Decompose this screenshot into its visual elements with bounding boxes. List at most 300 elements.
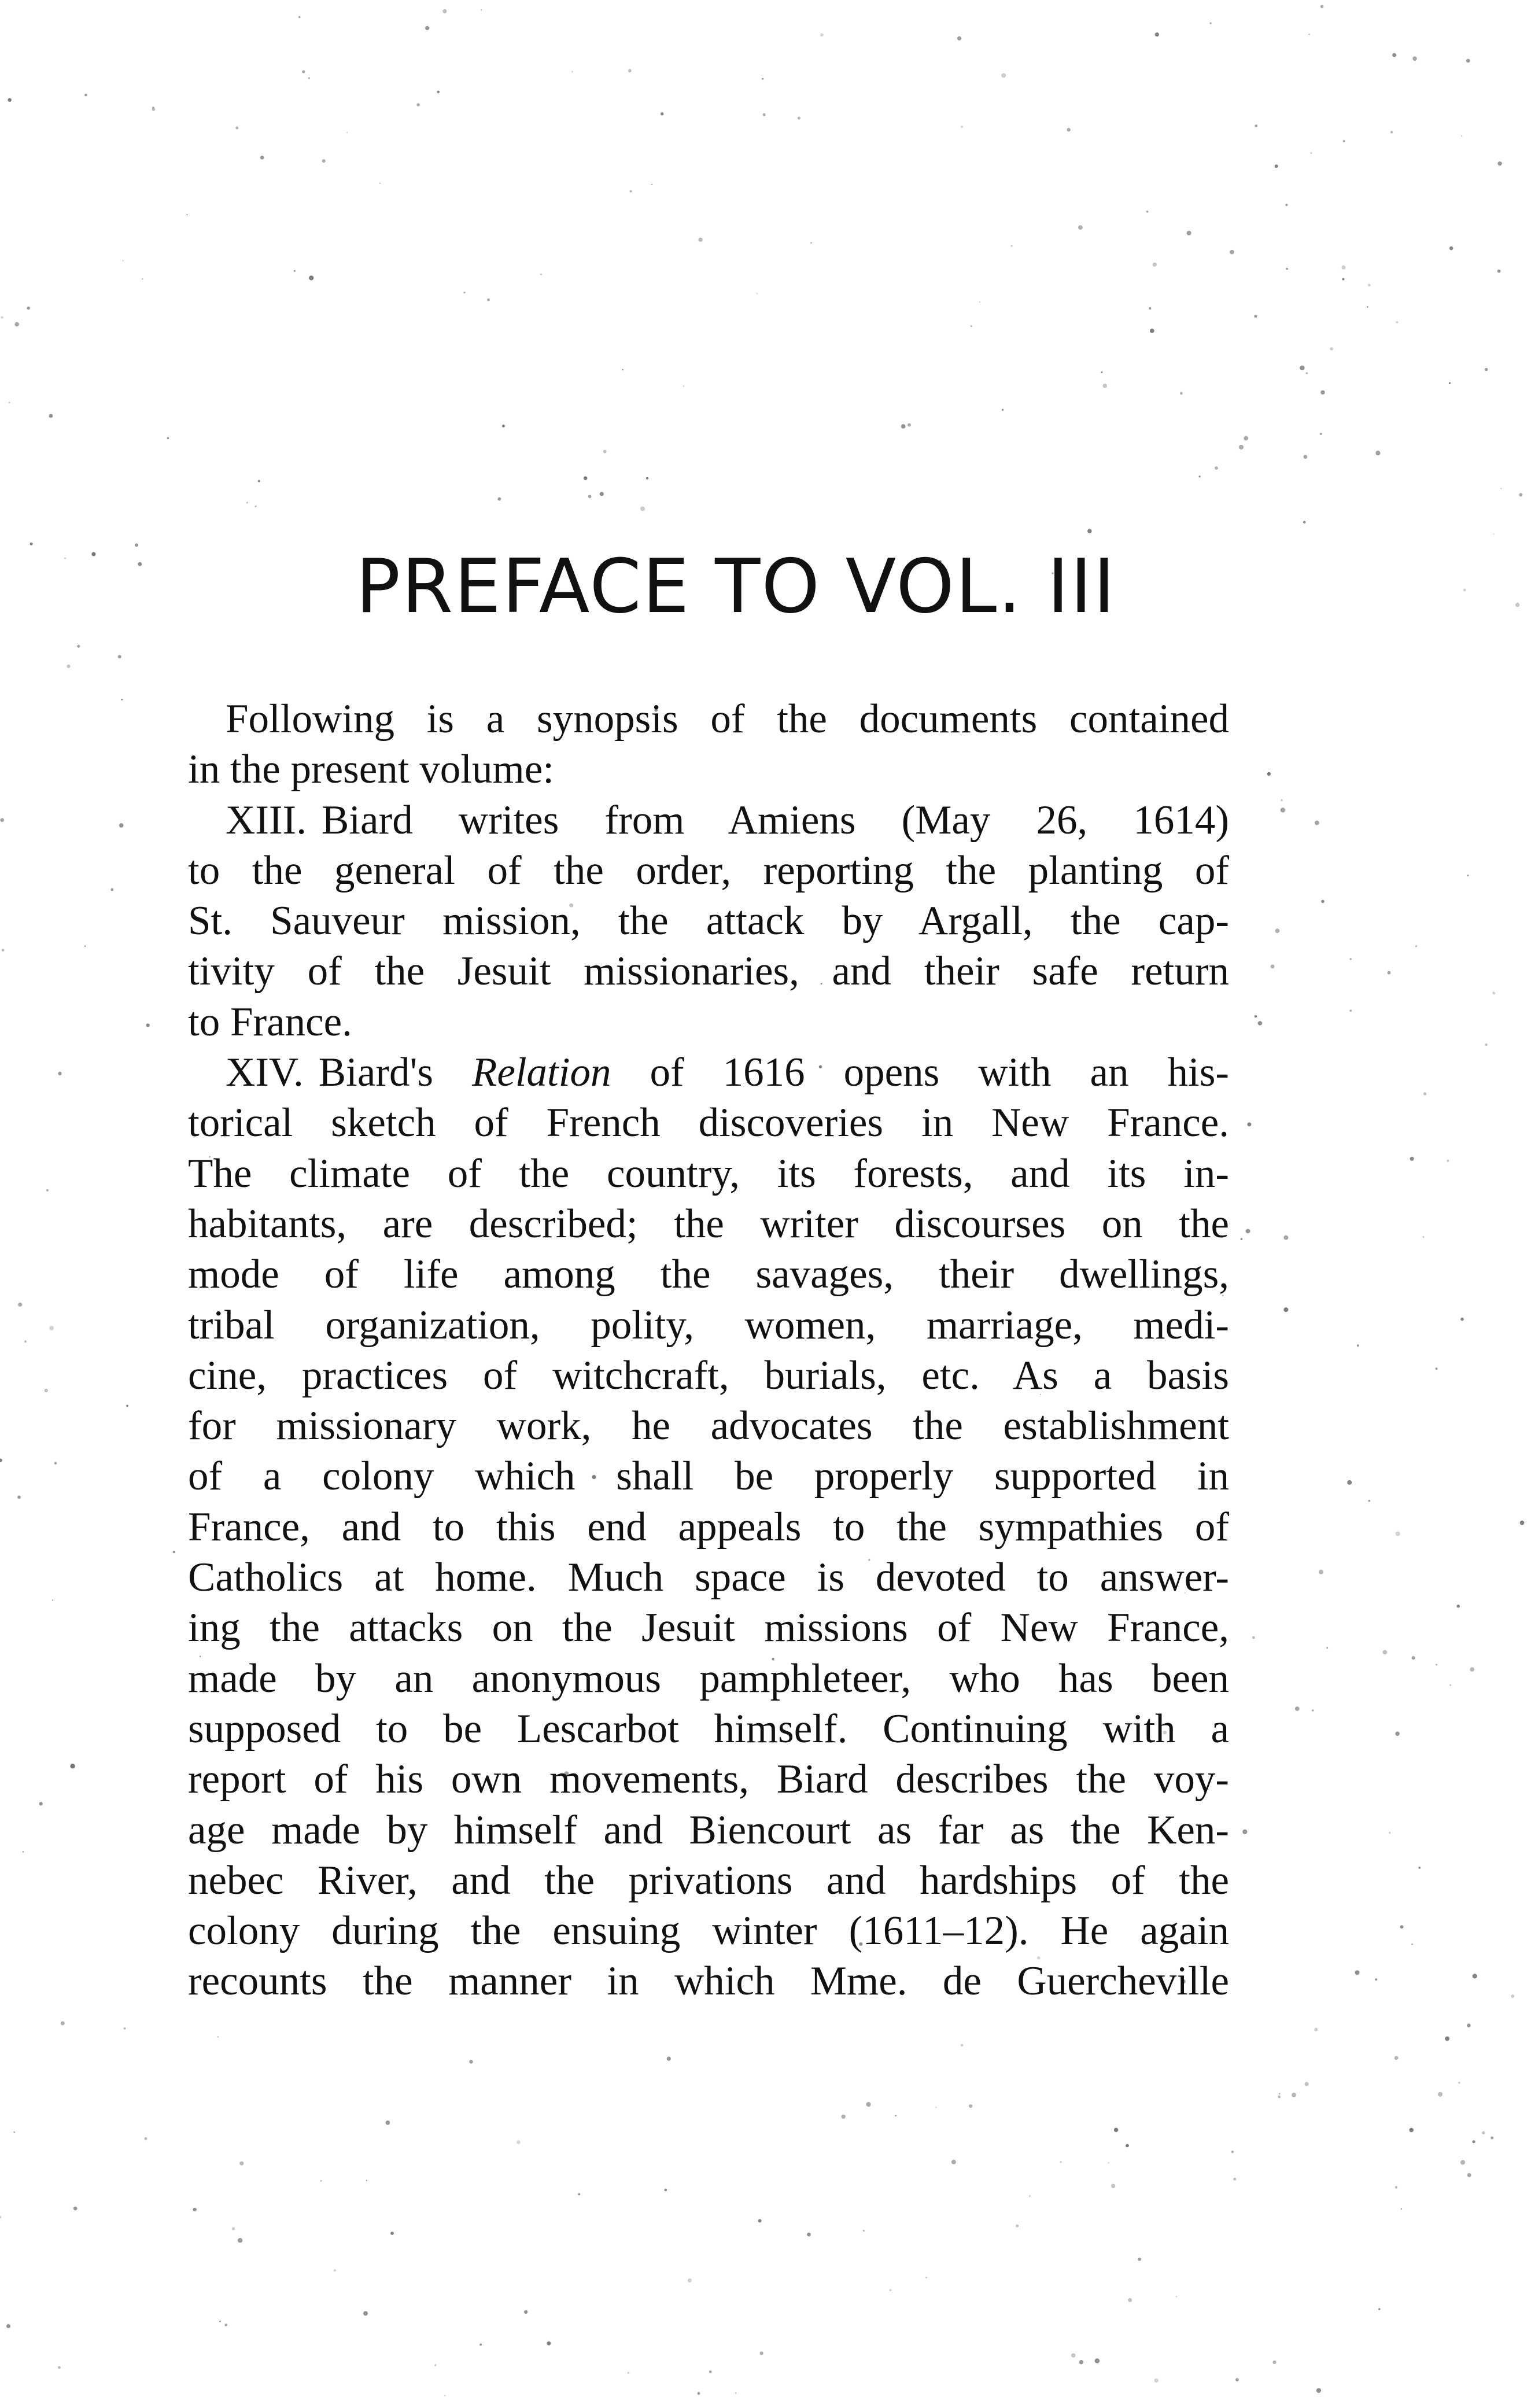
speck: [309, 275, 313, 280]
speck: [1316, 2388, 1321, 2393]
text-line: habitants, are described; the writer discourses on the: [188, 1201, 1229, 1247]
speck: [1320, 5, 1323, 8]
speck: [1154, 2379, 1158, 2383]
speck: [842, 2115, 846, 2119]
speck: [17, 1495, 21, 1499]
speck: [584, 476, 588, 480]
speck: [379, 183, 381, 184]
speck: [346, 132, 348, 133]
speck: [1436, 1664, 1437, 1666]
speck: [1473, 1974, 1477, 1978]
speck: [1447, 1160, 1449, 1161]
relation-title: Relation: [471, 1050, 611, 1096]
speck: [73, 2207, 78, 2211]
speck: [1235, 2378, 1239, 2381]
speck: [1286, 204, 1288, 206]
text-line: report of his own movements, Biard describes the voy-: [188, 1757, 1229, 1802]
speck: [1485, 1043, 1488, 1046]
speck: [246, 502, 248, 504]
speck: [235, 127, 238, 130]
speck: [118, 655, 121, 658]
speck: [61, 2021, 65, 2025]
speck: [628, 69, 632, 72]
speck: [1392, 53, 1396, 57]
speck: [24, 1340, 27, 1343]
speck: [1423, 1236, 1424, 1237]
speck: [142, 278, 143, 279]
speck: [1292, 2093, 1296, 2097]
speck: [1461, 135, 1462, 137]
speck: [1445, 2037, 1449, 2041]
speck: [1467, 875, 1469, 876]
speck: [464, 292, 466, 293]
speck: [571, 71, 573, 73]
speck: [630, 190, 632, 193]
speck: [1347, 1480, 1352, 1485]
speck: [425, 26, 429, 30]
speck: [1001, 73, 1006, 78]
speck: [1312, 1709, 1314, 1712]
speck: [1320, 433, 1322, 435]
speck: [1501, 488, 1502, 489]
speck: [969, 2104, 972, 2108]
speck: [1255, 1015, 1257, 1017]
speck: [907, 423, 911, 427]
speck: [664, 2189, 667, 2192]
speck: [1281, 799, 1283, 801]
speck: [2, 949, 5, 952]
speck: [239, 2162, 244, 2166]
speck: [258, 480, 260, 482]
speck: [1286, 268, 1288, 270]
speck: [603, 450, 607, 453]
speck: [1520, 1521, 1525, 1525]
text-line: of a colony which shall be properly supported in: [188, 1454, 1229, 1499]
speck: [70, 1764, 75, 1768]
speck: [1275, 928, 1280, 933]
speck: [434, 2364, 436, 2366]
speck: [1095, 2358, 1100, 2363]
speck: [1126, 2144, 1129, 2148]
speck: [1060, 2161, 1061, 2163]
page-title: PREFACE TO VOL. III: [356, 544, 1116, 630]
speck: [224, 2324, 227, 2326]
speck: [763, 113, 766, 116]
speck: [1396, 321, 1398, 323]
speck: [866, 2102, 870, 2107]
speck: [1342, 278, 1344, 281]
speck: [1254, 315, 1257, 318]
speck: [298, 16, 300, 18]
speck: [1321, 900, 1325, 904]
text-line: made by an anonymous pamphleteer, who has been: [188, 1655, 1229, 1701]
speck: [863, 2230, 864, 2232]
text-line: Catholics at home. Much space is devoted to answer-: [188, 1555, 1229, 1601]
speck: [1357, 1344, 1359, 1347]
speck: [232, 2227, 235, 2230]
speck: [152, 106, 154, 108]
speck: [1252, 1636, 1255, 1639]
speck: [1497, 161, 1502, 165]
speck: [1281, 807, 1285, 812]
speck: [1467, 2023, 1470, 2027]
speck: [1378, 2308, 1380, 2310]
speck: [363, 2311, 368, 2316]
speck: [540, 274, 542, 275]
speck: [600, 492, 604, 496]
speck: [1395, 2186, 1397, 2188]
speck: [961, 2044, 964, 2047]
speck: [39, 1802, 43, 1805]
speck: [1343, 140, 1345, 142]
speck: [1029, 2195, 1031, 2197]
speck: [1368, 283, 1371, 286]
speck: [1187, 231, 1191, 235]
speck: [1239, 445, 1244, 449]
text-line: in the present volume:: [188, 747, 554, 792]
text-line: mode of life among the savages, their dwellings,: [188, 1252, 1229, 1297]
speck: [1314, 2028, 1318, 2031]
speck: [760, 2351, 763, 2355]
speck: [1409, 2128, 1414, 2133]
speck: [481, 9, 482, 10]
speck: [1267, 772, 1271, 776]
speck: [1103, 383, 1108, 388]
speck: [1438, 2092, 1443, 2097]
speck: [698, 238, 702, 242]
speck: [588, 495, 592, 499]
speck: [688, 2278, 692, 2282]
speck: [1412, 57, 1417, 61]
speck: [578, 2193, 580, 2196]
speck: [84, 94, 87, 97]
speck: [1278, 2096, 1281, 2099]
section-xiv: [153, 1048, 1229, 2007]
speck: [77, 645, 80, 648]
speck: [308, 78, 310, 79]
speck: [18, 1303, 22, 1307]
speck: [517, 2140, 521, 2144]
speck: [1418, 1867, 1421, 1869]
speck: [124, 2027, 126, 2030]
speck: [961, 126, 963, 128]
speck: [1067, 128, 1071, 131]
line-text: Biard's: [318, 1050, 472, 1096]
text-line: [153, 1048, 1229, 1098]
speck: [1466, 59, 1470, 63]
speck: [1108, 2162, 1109, 2163]
speck: [1341, 265, 1345, 270]
text-line: ing the attacks on the Jesuit missions of New France,: [188, 1605, 1229, 1651]
speck: [27, 307, 30, 310]
speck: [1375, 1978, 1377, 1981]
speck: [1315, 821, 1319, 825]
speck: [1326, 1647, 1328, 1649]
speck: [217, 2036, 219, 2038]
speck: [1349, 1010, 1352, 1012]
speck: [1230, 250, 1234, 255]
speck: [502, 425, 505, 427]
text-line: torical sketch of French discoveries in New France.: [188, 1100, 1229, 1146]
speck: [1258, 1021, 1263, 1026]
speck: [437, 91, 440, 94]
text-line: tribal organization, polity, women, marriage, medi-: [188, 1302, 1229, 1348]
speck: [322, 159, 326, 163]
speck: [442, 9, 447, 13]
speck: [1390, 131, 1393, 133]
speck: [145, 2137, 147, 2140]
speck: [64, 558, 66, 559]
speck: [1271, 964, 1275, 968]
speck: [1305, 372, 1308, 374]
speck: [646, 477, 648, 480]
speck: [628, 2372, 630, 2374]
speck: [416, 104, 419, 106]
speck: [1233, 2178, 1236, 2181]
speck: [91, 552, 95, 556]
speck: [1396, 1532, 1400, 1536]
speck: [0, 1459, 2, 1462]
speck: [1467, 2173, 1471, 2177]
speck: [1482, 2132, 1485, 2135]
body-text: [153, 694, 1229, 2007]
speck: [1320, 390, 1325, 394]
speck: [1011, 245, 1013, 247]
speck: [479, 2343, 482, 2346]
speck: [1449, 1684, 1451, 1686]
speck: [1330, 347, 1333, 351]
speck: [622, 369, 624, 370]
speck: [67, 665, 70, 668]
speck: [294, 270, 296, 272]
speck: [1311, 152, 1312, 154]
speck: [1491, 2137, 1493, 2140]
speck: [709, 2370, 712, 2373]
speck: [1138, 2258, 1141, 2261]
speck: [758, 2219, 762, 2222]
speck: [1304, 455, 1308, 459]
speck: [798, 117, 800, 120]
speck: [895, 2115, 897, 2116]
speck: [1071, 2353, 1075, 2357]
text-line: [153, 795, 1229, 846]
speck: [971, 325, 972, 327]
speck: [84, 946, 86, 947]
speck: [1458, 2082, 1460, 2084]
speck: [6, 2324, 10, 2328]
speck: [30, 543, 33, 545]
speck: [762, 78, 763, 80]
speck: [1449, 382, 1451, 384]
speck: [1412, 1656, 1415, 1660]
speck: [757, 293, 758, 294]
speck: [54, 1462, 57, 1465]
speck: [1308, 34, 1309, 35]
speck: [651, 184, 652, 185]
speck: [1087, 529, 1092, 533]
speck: [219, 2321, 221, 2322]
section-number: XIV.: [226, 1050, 304, 1096]
speck: [135, 543, 138, 547]
speck: [1367, 306, 1368, 307]
text-line: to France.: [188, 999, 352, 1045]
text-line: colony during the ensuing winter (1611–12). He again: [188, 1908, 1229, 1954]
speck: [1242, 1830, 1247, 1834]
text-line: supposed to be Lescarbot himself. Continuing with a: [188, 1706, 1229, 1751]
speck: [1149, 307, 1151, 309]
text-line: tivity of the Jesuit missionaries, and their safe return: [188, 949, 1229, 994]
speck: [49, 1326, 54, 1330]
speck: [547, 2341, 551, 2346]
speck: [14, 322, 19, 327]
text-line: St. Sauveur mission, the attack by Argall, the cap-: [188, 898, 1229, 944]
text-line: to the general of the order, reporting the planting of: [188, 847, 1229, 893]
speck: [1114, 2128, 1118, 2132]
speck: [1400, 1925, 1404, 1928]
speck: [1382, 1650, 1387, 1655]
speck: [1295, 1706, 1300, 1711]
speck: [52, 1599, 53, 1601]
speck: [1272, 2361, 1276, 2364]
speck: [444, 2395, 445, 2396]
speck: [1247, 1122, 1251, 1126]
speck: [58, 1072, 61, 1075]
line-text: Biard writes from Amiens (May 26, 1614): [321, 797, 1229, 843]
speck: [1, 316, 3, 319]
speck: [1411, 1944, 1413, 1945]
speck: [1473, 2140, 1475, 2143]
speck: [366, 2180, 367, 2181]
speck: [238, 2238, 242, 2243]
speck: [1515, 603, 1519, 607]
section-xiii: [153, 795, 1229, 1048]
speck: [1460, 1318, 1464, 1321]
speck: [8, 98, 12, 102]
speck: [807, 2233, 811, 2237]
speck: [1463, 589, 1466, 592]
speck: [0, 818, 4, 822]
speck: [951, 2160, 956, 2164]
speck: [1111, 2184, 1115, 2188]
text-line: for missionary work, he advocates the establishment: [188, 1403, 1229, 1449]
text-line: age made by himself and Biencourt as far as the Ken-: [188, 1807, 1229, 1853]
speck: [23, 1851, 24, 1852]
speck: [1279, 2093, 1280, 2094]
speck: [58, 2366, 61, 2369]
speck: [110, 888, 113, 891]
speck: [1146, 211, 1149, 213]
speck: [1303, 521, 1305, 523]
speck: [1389, 1832, 1391, 1834]
speck: [469, 2060, 473, 2064]
speck: [1470, 1667, 1474, 1672]
speck: [820, 34, 824, 37]
speck: [13, 2132, 15, 2133]
speck: [254, 506, 256, 507]
speck: [320, 2180, 322, 2182]
speck: [1283, 1307, 1288, 1312]
speck: [1460, 2160, 1465, 2164]
speck: [186, 214, 187, 215]
speck: [935, 2107, 937, 2108]
speck: [698, 2392, 700, 2395]
speck: [683, 385, 684, 386]
speck: [498, 497, 501, 501]
speck: [390, 2232, 394, 2235]
speck: [1283, 1236, 1288, 1240]
text-line: recounts the manner in which Mme. de Guercheville: [188, 1959, 1229, 2004]
speck: [524, 2310, 527, 2314]
speck: [9, 402, 10, 403]
text-line: nebec River, and the privations and hardships of the: [188, 1857, 1229, 1903]
speck: [1388, 971, 1391, 975]
speck: [1244, 436, 1248, 441]
speck: [1492, 991, 1495, 994]
speck: [302, 71, 305, 73]
speck: [121, 699, 123, 700]
speck: [735, 2392, 736, 2394]
speck: [1176, 2296, 1177, 2297]
speck: [1241, 1238, 1243, 1240]
speck: [1415, 945, 1417, 947]
speck: [1155, 32, 1159, 36]
speck: [1002, 409, 1004, 411]
speck: [1355, 1970, 1360, 1975]
speck: [167, 437, 169, 439]
speck: [1519, 493, 1522, 496]
speck: [1394, 2056, 1399, 2060]
speck: [0, 2216, 1, 2218]
speck: [1395, 1732, 1400, 1736]
speck: [46, 1189, 49, 1192]
speck: [1511, 1994, 1514, 1998]
speck: [1457, 1605, 1460, 1608]
speck: [1493, 533, 1494, 534]
speck: [661, 112, 664, 116]
speck: [1231, 2151, 1234, 2153]
text-line: France, and to this end appeals to the sympathies of: [188, 1504, 1229, 1550]
speck: [119, 823, 124, 828]
speck: [667, 2057, 671, 2061]
speck: [126, 1405, 128, 1407]
speck: [146, 1023, 150, 1027]
speck: [957, 36, 961, 40]
speck: [1497, 270, 1501, 273]
intro-paragraph: [153, 694, 1229, 795]
speck: [260, 156, 264, 160]
speck: [49, 414, 53, 418]
speck: [1180, 392, 1183, 395]
speck: [1305, 2082, 1309, 2086]
speck: [901, 424, 906, 429]
speck: [1410, 1157, 1414, 1161]
speck: [1349, 958, 1352, 960]
speck: [925, 2277, 927, 2278]
speck: [979, 301, 980, 303]
speck: [386, 2121, 390, 2125]
speck: [487, 298, 490, 301]
speck: [122, 260, 124, 261]
speck: [1078, 225, 1083, 230]
speck: [1275, 164, 1278, 168]
section-number: XIII.: [226, 797, 307, 843]
text-line: The climate of the country, its forests, and its in-: [188, 1150, 1229, 1196]
speck: [1128, 2298, 1132, 2302]
speck: [193, 2208, 197, 2211]
speck: [1016, 2225, 1019, 2228]
speck: [1319, 1570, 1323, 1574]
speck: [1079, 2360, 1083, 2364]
